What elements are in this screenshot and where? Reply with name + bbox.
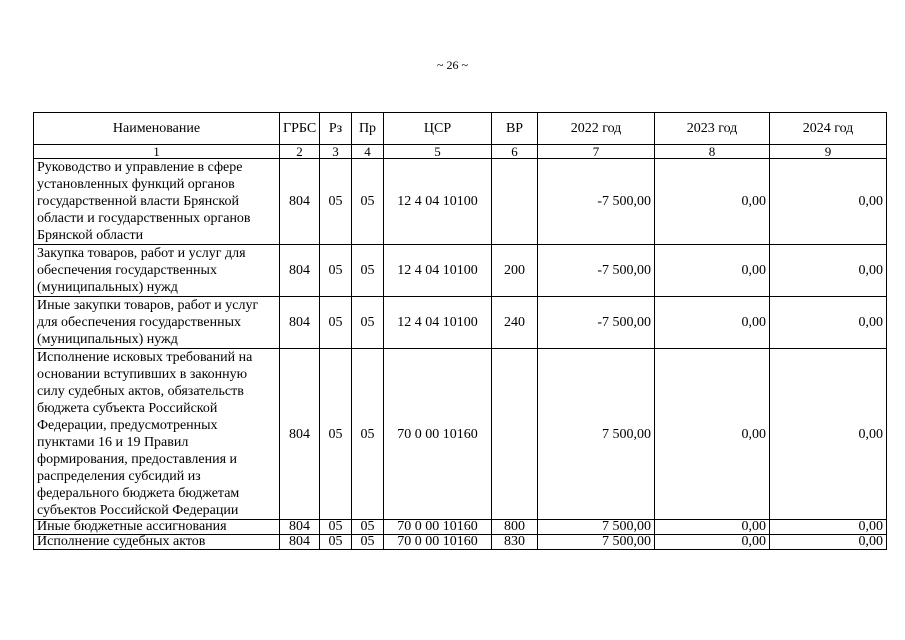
row-2023: 0,00	[655, 535, 770, 550]
row-2022: -7 500,00	[538, 297, 655, 349]
row-pr: 05	[352, 349, 384, 520]
row-2024: 0,00	[770, 520, 887, 535]
row-grbs: 804	[280, 245, 320, 297]
row-2023: 0,00	[655, 349, 770, 520]
row-2024: 0,00	[770, 245, 887, 297]
row-csr: 70 0 00 10160	[384, 349, 492, 520]
table-row	[34, 520, 887, 535]
header-2024: 2024 год	[770, 113, 887, 145]
row-pr: 05	[352, 535, 384, 550]
row-name: Иные бюджетные ассигнования	[34, 520, 280, 535]
row-2022: 7 500,00	[538, 535, 655, 550]
row-vr: 800	[492, 520, 538, 535]
row-csr: 12 4 04 10100	[384, 159, 492, 245]
row-rz: 05	[320, 520, 352, 535]
row-csr: 12 4 04 10100	[384, 245, 492, 297]
header-pr: Пр	[352, 113, 384, 145]
row-pr: 05	[352, 245, 384, 297]
row-2023: 0,00	[655, 297, 770, 349]
budget-table	[33, 112, 887, 550]
row-grbs: 804	[280, 349, 320, 520]
row-vr: 830	[492, 535, 538, 550]
row-vr: 200	[492, 245, 538, 297]
table-row	[34, 297, 887, 349]
row-2022: 7 500,00	[538, 349, 655, 520]
row-2023: 0,00	[655, 245, 770, 297]
row-pr: 05	[352, 297, 384, 349]
column-number: 7	[538, 145, 655, 159]
row-grbs: 804	[280, 159, 320, 245]
row-2023: 0,00	[655, 159, 770, 245]
column-number: 5	[384, 145, 492, 159]
row-2024: 0,00	[770, 349, 887, 520]
column-number: 6	[492, 145, 538, 159]
row-vr	[492, 159, 538, 245]
table-row	[34, 535, 887, 550]
row-2024: 0,00	[770, 535, 887, 550]
row-rz: 05	[320, 297, 352, 349]
row-name: Иные закупки товаров, работ и услуг для обеспечения государственных (муниципальных) нужд	[34, 297, 280, 349]
row-csr: 12 4 04 10100	[384, 297, 492, 349]
row-rz: 05	[320, 535, 352, 550]
row-2023: 0,00	[655, 520, 770, 535]
row-grbs: 804	[280, 535, 320, 550]
column-number: 9	[770, 145, 887, 159]
row-vr	[492, 349, 538, 520]
column-number: 2	[280, 145, 320, 159]
column-number-row	[34, 145, 887, 159]
column-number: 8	[655, 145, 770, 159]
row-rz: 05	[320, 349, 352, 520]
row-2024: 0,00	[770, 297, 887, 349]
row-name: Исполнение судебных актов	[34, 535, 280, 550]
row-name: Исполнение исковых требований на основании вступивших в законную силу судебных актов, обязательств бюджета субъекта Российской Федерации, предусмотренных пунктами 16 и 19 Правил формирования, предоставления и распределения субсидий из федерального бюджета бюджетам субъектов Российской Федерации	[34, 349, 280, 520]
row-csr: 70 0 00 10160	[384, 535, 492, 550]
row-2024: 0,00	[770, 159, 887, 245]
table-row	[34, 349, 887, 520]
table-row	[34, 245, 887, 297]
row-grbs: 804	[280, 520, 320, 535]
row-rz: 05	[320, 245, 352, 297]
row-rz: 05	[320, 159, 352, 245]
row-pr: 05	[352, 159, 384, 245]
page-number: ~ 26 ~	[437, 58, 468, 72]
header-rz: Рз	[320, 113, 352, 145]
column-number: 3	[320, 145, 352, 159]
header-vr: ВР	[492, 113, 538, 145]
row-csr: 70 0 00 10160	[384, 520, 492, 535]
header-2023: 2023 год	[655, 113, 770, 145]
column-number: 1	[34, 145, 280, 159]
header-csr: ЦСР	[384, 113, 492, 145]
header-grbs: ГРБС	[280, 113, 320, 145]
row-pr: 05	[352, 520, 384, 535]
row-2022: -7 500,00	[538, 159, 655, 245]
header-name: Наименование	[34, 113, 280, 145]
header-row	[34, 113, 887, 145]
row-name: Закупка товаров, работ и услуг для обеспечения государственных (муниципальных) нужд	[34, 245, 280, 297]
row-name: Руководство и управление в сфере установленных функций органов государственной власти Брянской области и государственных органов Брянской области	[34, 159, 280, 245]
table-row	[34, 159, 887, 245]
row-2022: -7 500,00	[538, 245, 655, 297]
row-vr: 240	[492, 297, 538, 349]
header-2022: 2022 год	[538, 113, 655, 145]
row-2022: 7 500,00	[538, 520, 655, 535]
column-number: 4	[352, 145, 384, 159]
row-grbs: 804	[280, 297, 320, 349]
